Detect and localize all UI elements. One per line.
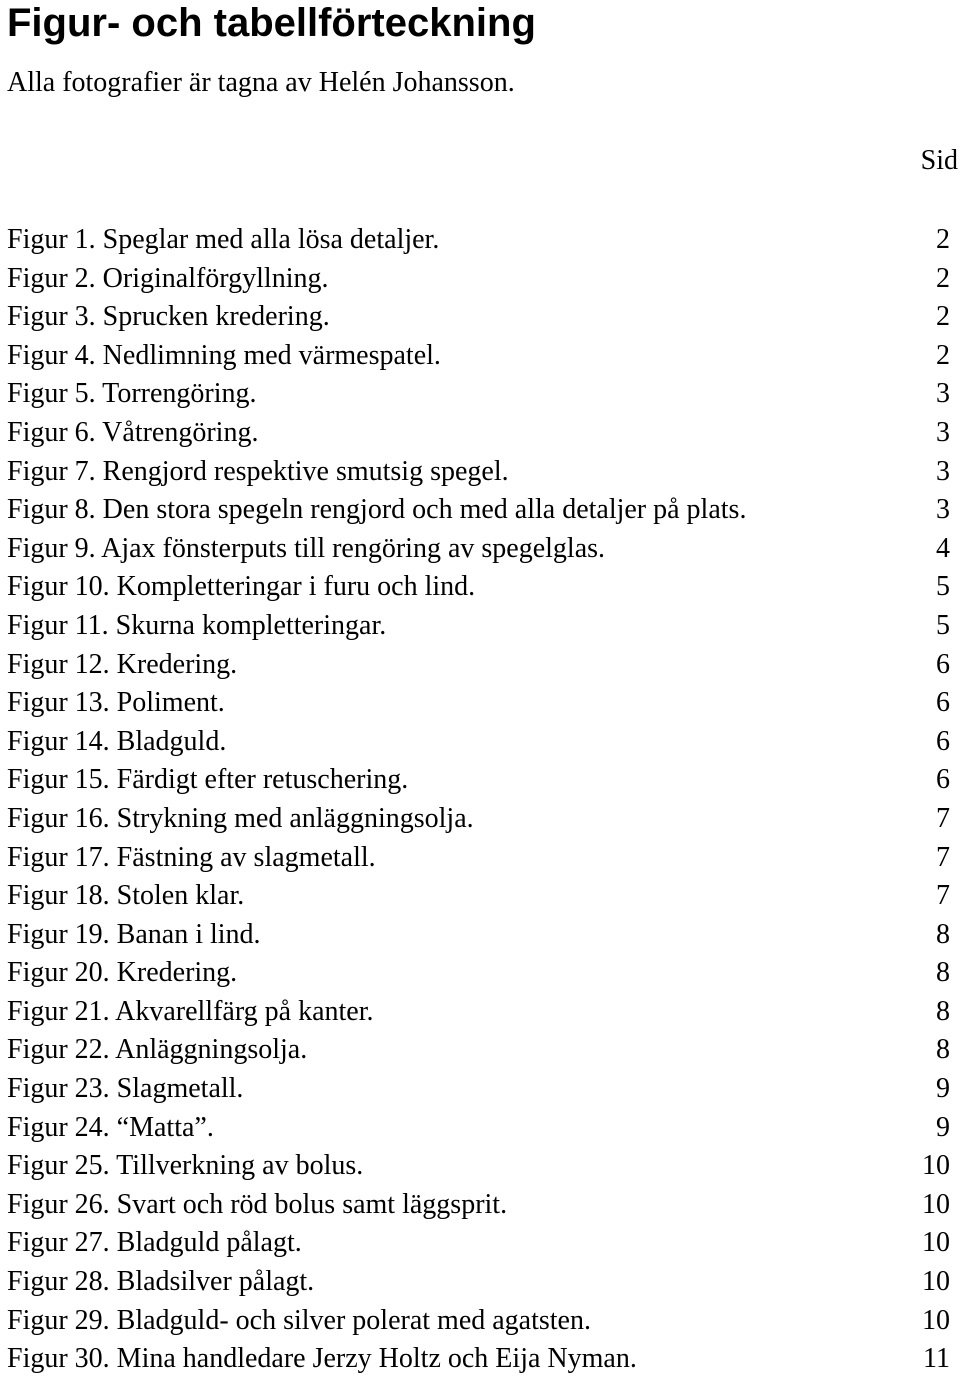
list-item <box>7 1186 950 1225</box>
figure-caption: Figur 10. Kompletteringar i furu och lind. <box>7 571 476 603</box>
list-item <box>7 993 950 1032</box>
list-item <box>7 684 950 723</box>
figure-list <box>7 221 950 1379</box>
figure-caption: Figur 4. Nedlimning med värmespatel. <box>7 339 441 371</box>
list-item <box>7 221 950 260</box>
figure-caption: Figur 24. “Matta”. <box>7 1111 214 1143</box>
page-number: 4 <box>936 532 950 564</box>
list-item <box>7 1070 950 1109</box>
page-number: 6 <box>936 648 950 680</box>
page-number: 7 <box>936 841 950 873</box>
figure-caption: Figur 14. Bladguld. <box>7 725 227 757</box>
list-item <box>7 260 950 299</box>
page-number: 2 <box>936 224 950 255</box>
list-item <box>7 761 950 800</box>
figure-caption: Figur 3. Sprucken kredering. <box>7 301 330 333</box>
page-number: 2 <box>936 262 950 294</box>
figure-caption: Figur 19. Banan i lind. <box>7 918 261 950</box>
page-number: 6 <box>936 764 950 796</box>
figure-caption: Figur 15. Färdigt efter retuschering. <box>7 764 409 796</box>
page-title: Figur- och tabellförteckning <box>7 1 536 45</box>
figure-caption: Figur 2. Originalförgyllning. <box>7 262 329 294</box>
list-item <box>7 839 950 878</box>
list-item <box>7 568 950 607</box>
figure-caption: Figur 29. Bladguld- och silver polerat med agatsten. <box>7 1304 591 1336</box>
list-item <box>7 1263 950 1302</box>
figure-caption: Figur 26. Svart och röd bolus samt läggsprit. <box>7 1188 508 1220</box>
photo-credit: Alla fotografier är tagna av Helén Johansson. <box>7 67 515 98</box>
page-number: 8 <box>936 995 950 1027</box>
figure-caption: Figur 16. Strykning med anläggningsolja. <box>7 802 474 834</box>
list-item <box>7 298 950 337</box>
page-number: 10 <box>922 1304 950 1336</box>
list-item <box>7 414 950 453</box>
figure-caption: Figur 30. Mina handledare Jerzy Holtz och Eija Nyman. <box>7 1343 637 1375</box>
figure-caption: Figur 12. Kredering. <box>7 648 238 680</box>
figure-caption: Figur 8. Den stora spegeln rengjord och med alla detaljer på plats. <box>7 494 747 526</box>
list-item <box>7 954 950 993</box>
figure-caption: Figur 27. Bladguld pålagt. <box>7 1227 302 1259</box>
page-number: 3 <box>936 455 950 487</box>
page-number: 6 <box>936 725 950 757</box>
list-item <box>7 337 950 376</box>
page-number: 8 <box>936 1034 950 1066</box>
list-item <box>7 916 950 955</box>
figure-caption: Figur 6. Våtrengöring. <box>7 416 259 448</box>
page-number: 2 <box>936 301 950 333</box>
page-number: 9 <box>936 1111 950 1143</box>
figure-caption: Figur 11. Skurna kompletteringar. <box>7 609 387 641</box>
page-number: 10 <box>922 1188 950 1220</box>
list-item <box>7 607 950 646</box>
list-item <box>7 1224 950 1263</box>
page-number: 5 <box>936 609 950 641</box>
page-number: 3 <box>936 416 950 448</box>
page-number: 11 <box>923 1343 950 1375</box>
list-item <box>7 723 950 762</box>
list-item <box>7 1109 950 1148</box>
list-item <box>7 491 950 530</box>
page-number: 3 <box>936 378 950 410</box>
page-column-header: Sid <box>920 145 958 176</box>
list-item <box>7 1340 950 1379</box>
list-item <box>7 646 950 685</box>
page-number: 10 <box>922 1227 950 1259</box>
list-item <box>7 1031 950 1070</box>
figure-caption: Figur 28. Bladsilver pålagt. <box>7 1266 315 1298</box>
list-item <box>7 877 950 916</box>
figure-caption: Figur 13. Poliment. <box>7 687 225 719</box>
list-item <box>7 375 950 414</box>
page-number: 8 <box>936 957 950 989</box>
figure-caption: Figur 1. Speglar med alla lösa detaljer. <box>7 224 440 255</box>
figure-caption: Figur 20. Kredering. <box>7 957 238 989</box>
page-number: 7 <box>936 880 950 912</box>
page-number: 8 <box>936 918 950 950</box>
page-number: 10 <box>922 1150 950 1182</box>
figure-caption: Figur 9. Ajax fönsterputs till rengöring av spegelglas. <box>7 532 606 564</box>
figure-caption: Figur 23. Slagmetall. <box>7 1073 244 1105</box>
list-item <box>7 1302 950 1341</box>
page-number: 10 <box>922 1266 950 1298</box>
page-number: 6 <box>936 687 950 719</box>
page-number: 2 <box>936 339 950 371</box>
figure-caption: Figur 7. Rengjord respektive smutsig spegel. <box>7 455 509 487</box>
figure-caption: Figur 17. Fästning av slagmetall. <box>7 841 376 873</box>
figure-caption: Figur 25. Tillverkning av bolus. <box>7 1150 364 1182</box>
list-item <box>7 800 950 839</box>
list-item <box>7 1147 950 1186</box>
figure-caption: Figur 18. Stolen klar. <box>7 880 245 912</box>
figure-caption: Figur 22. Anläggningsolja. <box>7 1034 308 1066</box>
list-item <box>7 453 950 492</box>
figure-caption: Figur 5. Torrengöring. <box>7 378 257 410</box>
page-number: 3 <box>936 494 950 526</box>
page-number: 7 <box>936 802 950 834</box>
page-number: 9 <box>936 1073 950 1105</box>
page-number: 5 <box>936 571 950 603</box>
list-item <box>7 530 950 569</box>
figure-caption: Figur 21. Akvarellfärg på kanter. <box>7 995 374 1027</box>
